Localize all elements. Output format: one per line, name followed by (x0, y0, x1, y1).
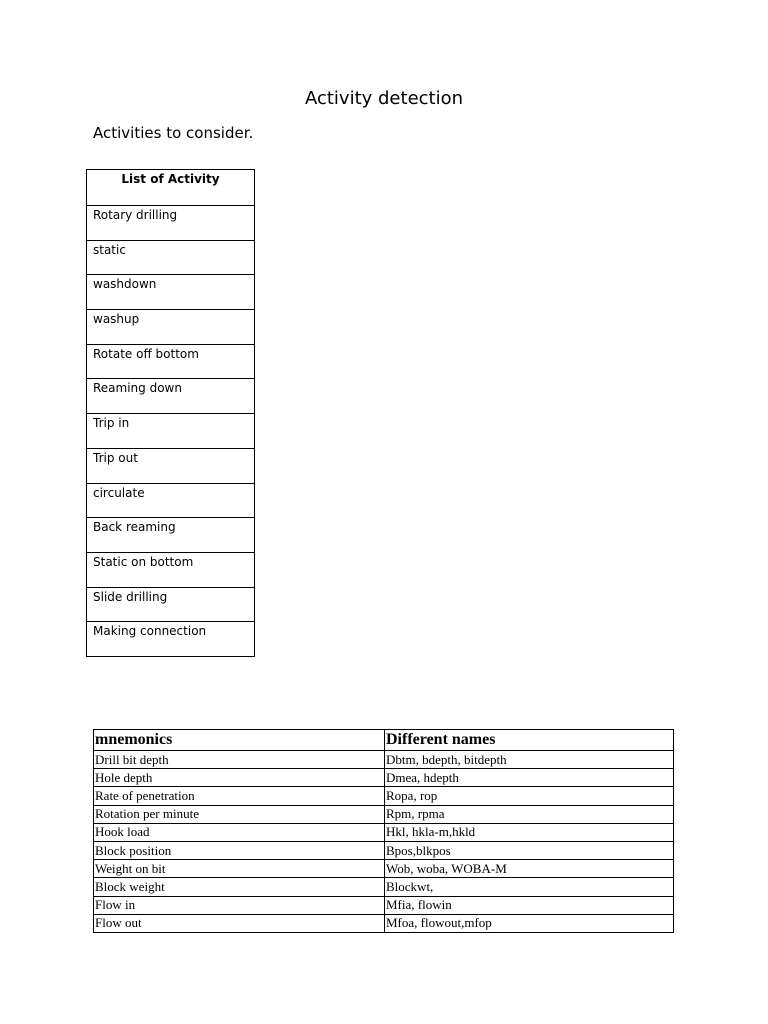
table-row (87, 518, 255, 553)
activity-cell: Reaming down (87, 379, 255, 414)
table-row (87, 414, 255, 449)
table-row (94, 914, 674, 932)
mnemonic-cell: Rate of penetration (94, 787, 385, 805)
table-row (94, 751, 674, 769)
mnemonic-cell: Block weight (94, 878, 385, 896)
activity-cell: washdown (87, 275, 255, 310)
table-row (87, 448, 255, 483)
names-cell: Rpm, rpma (385, 805, 674, 823)
mnemonics-column-header: mnemonics (94, 730, 385, 751)
names-cell: Blockwt, (385, 878, 674, 896)
table-row (87, 379, 255, 414)
table-row (87, 344, 255, 379)
page-subtitle: Activities to consider. (93, 124, 254, 142)
names-cell: Mfia, flowin (385, 896, 674, 914)
names-cell: Dbtm, bdepth, bitdepth (385, 751, 674, 769)
mnemonic-cell: Block position (94, 841, 385, 859)
activity-table (86, 169, 255, 657)
table-row (87, 552, 255, 587)
mnemonic-cell: Flow out (94, 914, 385, 932)
page-title: Activity detection (304, 88, 464, 109)
table-row (87, 206, 255, 241)
activity-cell: Rotate off bottom (87, 344, 255, 379)
table-row (87, 587, 255, 622)
activity-cell: Trip out (87, 448, 255, 483)
mnemonic-cell: Hole depth (94, 769, 385, 787)
table-row (94, 769, 674, 787)
activity-cell: Making connection (87, 622, 255, 657)
activity-table-header: List of Activity (87, 170, 255, 206)
table-row (94, 787, 674, 805)
different-names-column-header: Different names (385, 730, 674, 751)
table-row (94, 805, 674, 823)
table-row (94, 823, 674, 841)
table-row (94, 896, 674, 914)
mnemonic-cell: Hook load (94, 823, 385, 841)
names-cell: Mfoa, flowout,mfop (385, 914, 674, 932)
names-cell: Hkl, hkla-m,hkld (385, 823, 674, 841)
activity-cell: Rotary drilling (87, 206, 255, 241)
table-row (87, 275, 255, 310)
activity-cell: static (87, 240, 255, 275)
names-cell: Dmea, hdepth (385, 769, 674, 787)
activity-cell: Trip in (87, 414, 255, 449)
table-row (94, 878, 674, 896)
mnemonic-cell: Weight on bit (94, 860, 385, 878)
table-row (87, 240, 255, 275)
mnemonic-cell: Flow in (94, 896, 385, 914)
mnemonics-table (93, 729, 674, 933)
names-cell: Bpos,blkpos (385, 841, 674, 859)
activity-cell: Slide drilling (87, 587, 255, 622)
activity-cell: circulate (87, 483, 255, 518)
table-row (94, 860, 674, 878)
mnemonic-cell: Rotation per minute (94, 805, 385, 823)
names-cell: Wob, woba, WOBA-M (385, 860, 674, 878)
activity-cell: Back reaming (87, 518, 255, 553)
activity-cell: Static on bottom (87, 552, 255, 587)
table-row (87, 622, 255, 657)
activity-cell: washup (87, 310, 255, 345)
mnemonic-cell: Drill bit depth (94, 751, 385, 769)
mnemonics-table-header-row (94, 730, 674, 751)
names-cell: Ropa, rop (385, 787, 674, 805)
activity-table-header-row (87, 170, 255, 206)
table-row (87, 483, 255, 518)
table-row (87, 310, 255, 345)
table-row (94, 841, 674, 859)
